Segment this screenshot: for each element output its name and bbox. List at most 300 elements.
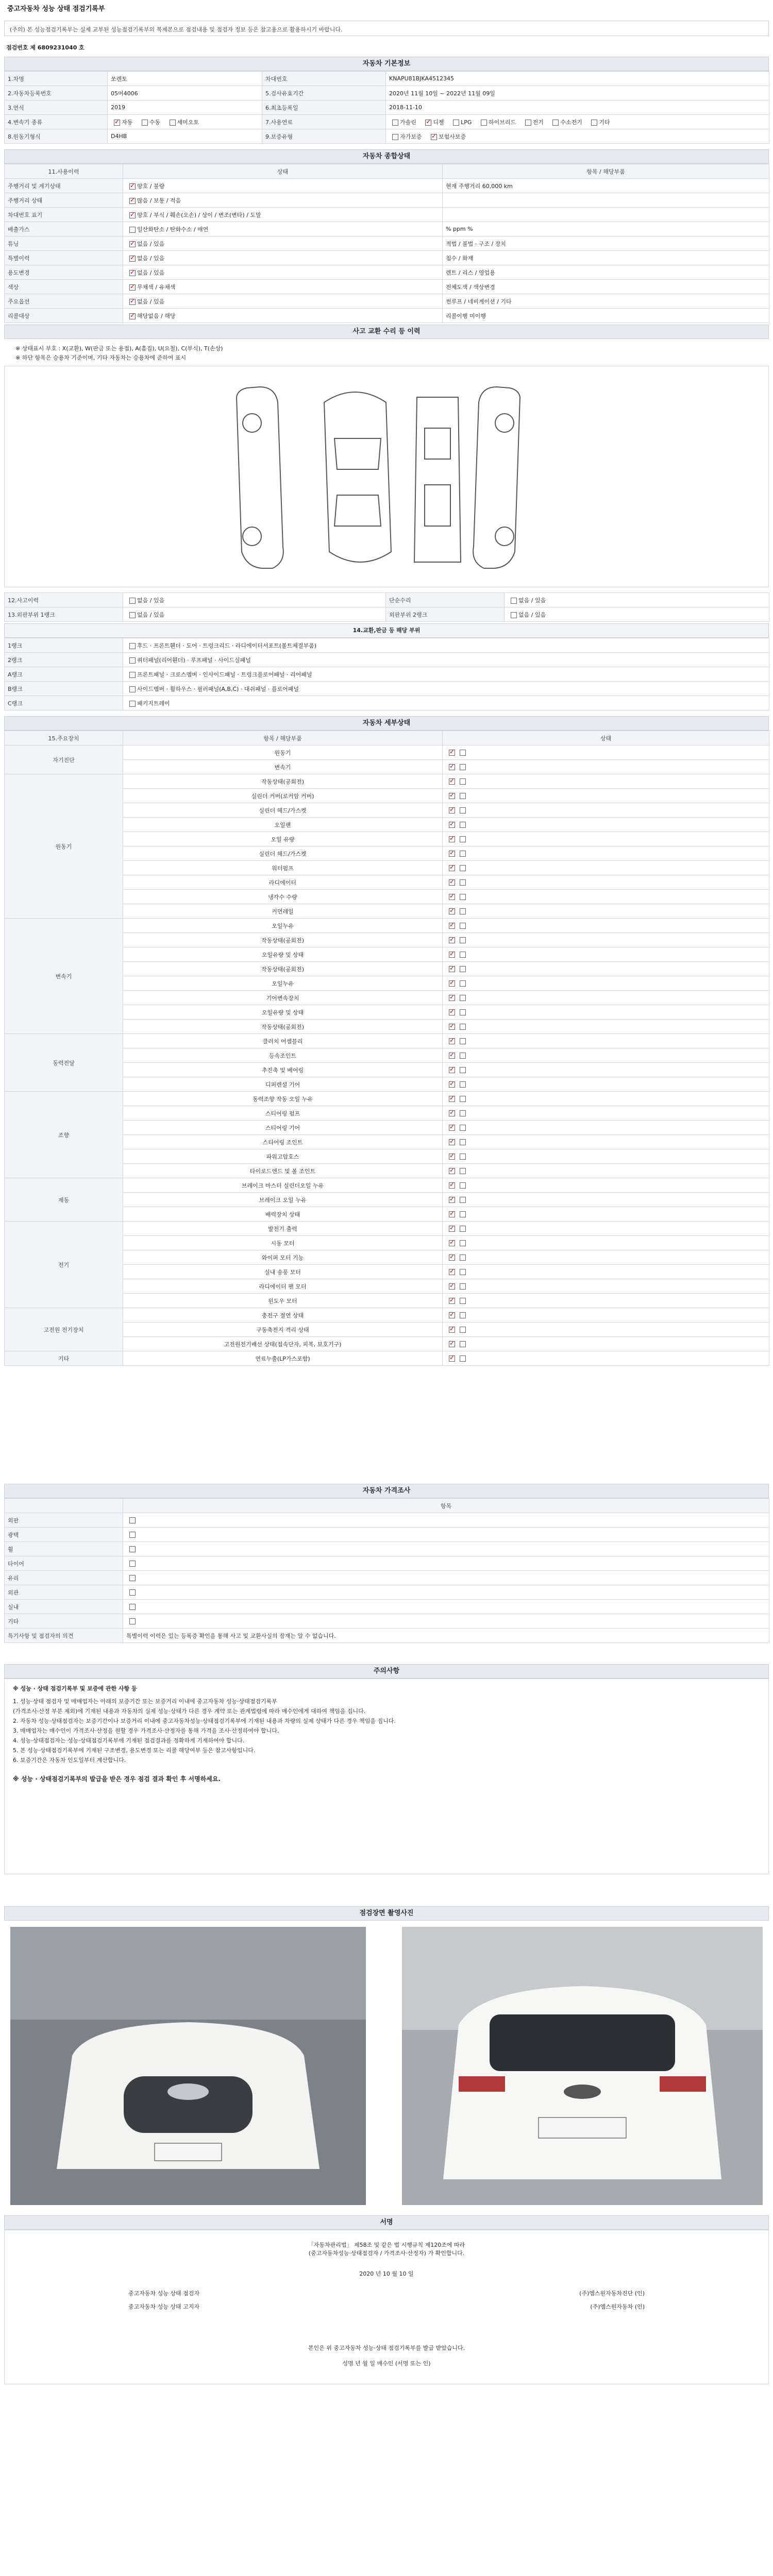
group-label: 제동	[5, 1178, 123, 1222]
group-label: 자기진단	[5, 745, 123, 774]
state-cell	[443, 1135, 769, 1149]
accident-table	[4, 592, 769, 622]
checkbox-icon[interactable]	[449, 1182, 455, 1189]
table-header: 11.사용이력 상태 항목 / 해당부품	[5, 164, 769, 179]
checkbox-icon[interactable]	[129, 1546, 136, 1552]
item-label: 충전구 절연 상태	[123, 1308, 443, 1323]
group-label: 동력전달	[5, 1034, 123, 1092]
checkbox-icon[interactable]	[449, 1197, 455, 1203]
cell	[108, 115, 262, 129]
state-cell	[443, 933, 769, 947]
group-label: 전기	[5, 1222, 123, 1308]
checkbox-icon[interactable]	[481, 120, 487, 126]
checkbox-icon[interactable]	[460, 1269, 466, 1275]
table-row: 주요옵션 ✓ 없음 / 있음 썬루프 / 네비게이션 / 기타	[5, 294, 769, 309]
section-detail: 자동차 세부상태	[4, 716, 769, 731]
state-cell	[443, 1034, 769, 1048]
item-label: 오일팬	[123, 818, 443, 832]
cell: 쏘렌토	[108, 72, 262, 86]
item-label: 스티어링 조인트	[123, 1135, 443, 1149]
state-cell	[443, 832, 769, 846]
cert-number-label: 점검번호 제	[6, 44, 36, 51]
checkbox-icon[interactable]	[449, 793, 455, 799]
checkbox-icon[interactable]	[591, 120, 597, 126]
state-cell	[443, 1323, 769, 1337]
item-label: 라디에이터	[123, 875, 443, 890]
checkbox-icon[interactable]	[460, 1211, 466, 1217]
checkbox-icon[interactable]	[460, 966, 466, 972]
checkbox-icon[interactable]	[129, 256, 136, 262]
cell: 7.사용연료	[262, 115, 386, 129]
item-label: 브레이크 오일 누유	[123, 1193, 443, 1207]
checkbox-icon[interactable]	[449, 750, 455, 756]
checkbox-icon[interactable]	[449, 1154, 455, 1160]
state-cell	[443, 875, 769, 890]
checkbox-icon[interactable]	[449, 1139, 455, 1145]
state-cell	[443, 1178, 769, 1193]
frame-parts-table	[4, 638, 769, 710]
state-cell	[443, 947, 769, 962]
checkbox-icon[interactable]	[460, 995, 466, 1001]
state-cell	[443, 904, 769, 919]
checkbox-icon[interactable]	[460, 879, 466, 886]
checkbox-icon[interactable]	[449, 807, 455, 814]
cell: 차대번호	[262, 72, 386, 86]
cell: 2019	[108, 100, 262, 115]
cell: 8.원동기형식	[5, 129, 108, 144]
cell: 05머4006	[108, 86, 262, 100]
state-cell	[443, 991, 769, 1005]
checkbox-icon[interactable]	[449, 1283, 455, 1290]
checkbox-icon[interactable]	[449, 764, 455, 770]
car-diagram-panel	[4, 366, 769, 587]
state-cell	[443, 1048, 769, 1063]
state-cell	[443, 919, 769, 933]
table-row: A랭크 프론트패널 · 크로스멤버 · 인사이드패널 · 트렁크플로어패널 · 리어패널	[5, 667, 769, 682]
option: ✓ 자동	[111, 118, 132, 126]
item-label: 등속조인트	[123, 1048, 443, 1063]
cell: 2018-11-10	[386, 100, 769, 115]
car-diagram-icon	[5, 366, 769, 588]
checkbox-icon[interactable]	[460, 1341, 466, 1347]
cell: 4.변속기 종류	[5, 115, 108, 129]
checkbox-icon[interactable]	[460, 952, 466, 958]
table-row	[5, 1092, 769, 1106]
item-label: 시동 모터	[123, 1236, 443, 1250]
section-basic: 자동차 기본정보	[4, 57, 769, 71]
table-row	[5, 1308, 769, 1323]
table-row: 외판	[5, 1513, 769, 1528]
item-label: 추진축 및 베어링	[123, 1063, 443, 1077]
item-label: 고전원전기배선 상태(접속단자, 피복, 보호기구)	[123, 1337, 443, 1351]
checkbox-icon[interactable]	[449, 1240, 455, 1246]
checkbox-icon[interactable]	[449, 1110, 455, 1116]
item-label: 실린더 헤드/가스켓	[123, 803, 443, 818]
checkbox-icon[interactable]	[449, 1327, 455, 1333]
table-row	[5, 72, 769, 86]
state-cell	[443, 1279, 769, 1294]
item-label: 오일 유량	[123, 832, 443, 846]
table-row	[5, 115, 769, 129]
checkbox-icon[interactable]	[460, 1081, 466, 1088]
checkbox-icon[interactable]	[449, 836, 455, 842]
checkbox-icon[interactable]	[460, 980, 466, 987]
group-label: 기타	[5, 1351, 123, 1366]
price-table	[4, 1498, 769, 1643]
table-row: 주행거리 및 계기상태 ✓ 양호 / 불량 현재 주행거리 60,000 km	[5, 179, 769, 193]
checkbox-icon[interactable]	[449, 966, 455, 972]
state-cell	[443, 1250, 769, 1265]
checkbox-icon[interactable]	[449, 1168, 455, 1174]
item-label: 워터펌프	[123, 861, 443, 875]
table-row	[5, 129, 769, 144]
item-label: 타이로드엔드 및 볼 조인트	[123, 1164, 443, 1178]
checkbox-icon[interactable]	[129, 1532, 136, 1538]
checkbox-icon[interactable]	[460, 894, 466, 900]
item-label: 연료누출(LP가스포함)	[123, 1351, 443, 1366]
checkbox-icon[interactable]	[129, 1561, 136, 1567]
checkbox-icon[interactable]	[460, 1125, 466, 1131]
item-label: 실린더 커버(로커암 커버)	[123, 789, 443, 803]
state-cell	[443, 1020, 769, 1034]
cell: 자가보증 ✓ 보험사보증	[386, 129, 769, 144]
checkbox-icon[interactable]	[449, 1009, 455, 1015]
checkbox-icon[interactable]	[449, 937, 455, 943]
checkbox-icon[interactable]	[392, 134, 398, 140]
cell: 6.최초등록일	[262, 100, 386, 115]
checkbox-icon[interactable]	[552, 120, 559, 126]
checkbox-icon[interactable]	[460, 1067, 466, 1073]
checkbox-icon[interactable]	[431, 134, 437, 140]
checkbox-icon[interactable]	[453, 120, 459, 126]
state-cell	[443, 818, 769, 832]
state-cell	[443, 1164, 769, 1178]
frame-parts-title: 14.교환,판금 등 해당 부위	[4, 623, 769, 638]
table-row: 1랭크 후드 · 프론트휀더 · 도어 · 트렁크리드 · 라디에이터서포트(볼트체결부품)	[5, 638, 769, 653]
state-cell	[443, 1294, 769, 1308]
checkbox-icon[interactable]	[449, 1341, 455, 1347]
checkbox-icon[interactable]	[460, 1283, 466, 1290]
checkbox-icon[interactable]	[449, 1355, 455, 1362]
table-header: 15.주요장치 항목 / 해당부품 상태	[5, 731, 769, 745]
checkbox-icon[interactable]	[425, 120, 431, 126]
table-row: 12.사고이력 없음 / 있음 단순수리 없음 / 있음	[5, 593, 769, 607]
section-caution: 주의사항	[4, 1664, 769, 1679]
checkbox-icon[interactable]	[460, 923, 466, 929]
checkbox-icon[interactable]	[449, 1081, 455, 1088]
checkbox-icon[interactable]	[449, 851, 455, 857]
cell: 9.보증유형	[262, 129, 386, 144]
checkbox-icon[interactable]	[129, 657, 136, 664]
checkbox-icon[interactable]	[449, 1211, 455, 1217]
table-row: 특별이력 ✓ 없음 / 있음 침수 / 화재	[5, 251, 769, 265]
checkbox-icon[interactable]	[129, 299, 136, 305]
checkbox-icon[interactable]	[460, 807, 466, 814]
checkbox-icon[interactable]	[449, 980, 455, 987]
checkbox-icon[interactable]	[170, 120, 176, 126]
state-cell	[443, 890, 769, 904]
table-row: 특기사항 및 점검자의 의견 특별이력 이력은 있는 등록증 확인을 통해 사고 및 교환사실의 잠재는 알 수 없습니다.	[5, 1629, 769, 1643]
checkbox-icon[interactable]	[460, 908, 466, 914]
checkbox-icon[interactable]	[129, 643, 136, 649]
table-row: 차대번호 표기 ✓ 양호 / 부식 / 훼손(오손) / 상이 / 변조(변타) / 도말	[5, 208, 769, 222]
item-label: 발전기 출력	[123, 1222, 443, 1236]
checkbox-icon[interactable]	[460, 937, 466, 943]
checkbox-icon[interactable]	[449, 1067, 455, 1073]
item-label: 기어변속장치	[123, 991, 443, 1005]
table-row: B랭크 사이드멤버 · 휠하우스 · 필러패널(A,B,C) · 대쉬패널 · 플로어패널	[5, 682, 769, 696]
cell: KNAPU81BJKA4512345	[386, 72, 769, 86]
checkbox-icon[interactable]	[460, 793, 466, 799]
accident-legend-2: ※ 하단 항목은 승용차 기준이며, 기타 자동차는 승용차에 준하여 표시	[15, 354, 187, 361]
state-cell	[443, 1005, 769, 1020]
state-cell	[443, 1106, 769, 1121]
table-row	[5, 919, 769, 933]
item-label: 냉각수 수량	[123, 890, 443, 904]
checkbox-icon[interactable]	[449, 1125, 455, 1131]
table-row	[5, 1178, 769, 1193]
checkbox-icon[interactable]	[460, 1168, 466, 1174]
table-row: C랭크 패키지트레이	[5, 696, 769, 710]
table-header: 항목	[5, 1499, 769, 1513]
checkbox-icon[interactable]	[460, 1240, 466, 1246]
detail-table	[4, 731, 769, 1366]
state-cell	[443, 1063, 769, 1077]
checkbox-icon[interactable]	[449, 1255, 455, 1261]
table-row: 배출가스 일산화탄소 / 탄화수소 / 매연 % ppm %	[5, 222, 769, 236]
notice-box: (주의) 본 성능점검기록부는 실제 교부된 성능점검기록부의 복제본으로 점검내용 및 점검자 정보 등은 참고용으로 활용하시기 바랍니다.	[4, 21, 769, 36]
overall-table	[4, 164, 769, 323]
checkbox-icon[interactable]	[449, 1298, 455, 1304]
item-label: 클러치 어셈블리	[123, 1034, 443, 1048]
checkbox-icon[interactable]	[460, 1182, 466, 1189]
option: 수동	[139, 118, 160, 126]
checkbox-icon[interactable]	[511, 612, 517, 618]
car-front-photo-icon	[10, 1927, 366, 2205]
checkbox-icon[interactable]	[460, 1038, 466, 1044]
checkbox-icon[interactable]	[129, 212, 136, 218]
state-cell	[443, 1077, 769, 1092]
state-cell	[443, 789, 769, 803]
checkbox-icon[interactable]	[449, 1024, 455, 1030]
item-label: 오일유량 및 상태	[123, 947, 443, 962]
cell: 가솔린 ✓ 디젤 LPG 하이브리드 전기 수소전기 기타	[386, 115, 769, 129]
state-cell	[443, 1193, 769, 1207]
state-cell	[443, 976, 769, 991]
checkbox-icon[interactable]	[460, 1139, 466, 1145]
checkbox-icon[interactable]	[129, 270, 136, 276]
table-row: 타이어	[5, 1556, 769, 1571]
group-label: 고전원 전기장치	[5, 1308, 123, 1351]
checkbox-icon[interactable]	[460, 764, 466, 770]
item-label: 와이퍼 모터 기능	[123, 1250, 443, 1265]
checkbox-icon[interactable]	[449, 1312, 455, 1318]
checkbox-icon[interactable]	[129, 1618, 136, 1624]
state-cell	[443, 1236, 769, 1250]
group-label: 조향	[5, 1092, 123, 1178]
checkbox-icon[interactable]	[449, 995, 455, 1001]
checkbox-icon[interactable]	[449, 822, 455, 828]
section-overall: 자동차 종합상태	[4, 149, 769, 164]
table-row	[5, 1034, 769, 1048]
cell: 2020년 11월 10일 ~ 2022년 11월 09일	[386, 86, 769, 100]
checkbox-icon[interactable]	[449, 1096, 455, 1102]
checkbox-icon[interactable]	[460, 1355, 466, 1362]
table-row: 실내	[5, 1600, 769, 1614]
photo-front	[10, 1927, 366, 2205]
checkbox-icon[interactable]	[460, 1154, 466, 1160]
state-cell	[443, 846, 769, 861]
table-row: 2랭크 쿼터패널(리어휀더) · 루프패널 · 사이드실패널	[5, 653, 769, 667]
state-cell	[443, 1092, 769, 1106]
section-sign: 서명	[4, 2215, 769, 2230]
checkbox-icon[interactable]	[460, 1255, 466, 1261]
top-bar	[0, 0, 773, 11]
checkbox-icon[interactable]	[449, 1053, 455, 1059]
checkbox-icon[interactable]	[449, 879, 455, 886]
checkbox-icon[interactable]	[460, 836, 466, 842]
checkbox-icon[interactable]	[460, 1197, 466, 1203]
state-cell	[443, 1149, 769, 1164]
checkbox-icon[interactable]	[129, 241, 136, 247]
checkbox-icon[interactable]	[460, 1053, 466, 1059]
table-row: 광택	[5, 1528, 769, 1542]
item-label: 변속기	[123, 760, 443, 774]
item-label: 오일누유	[123, 976, 443, 991]
checkbox-icon[interactable]	[449, 778, 455, 785]
group-label: 변속기	[5, 919, 123, 1034]
checkbox-icon[interactable]	[449, 1226, 455, 1232]
item-label: 오일유량 및 상태	[123, 1005, 443, 1020]
item-label: 작동상태(공회전)	[123, 774, 443, 789]
checkbox-icon[interactable]	[460, 778, 466, 785]
state-cell	[443, 861, 769, 875]
item-label: 작동상태(공회전)	[123, 962, 443, 976]
checkbox-icon[interactable]	[460, 1024, 466, 1030]
table-row	[5, 774, 769, 789]
checkbox-icon[interactable]	[129, 284, 136, 291]
table-row	[5, 100, 769, 115]
item-label: 라디에이터 팬 모터	[123, 1279, 443, 1294]
item-label: 원동기	[123, 745, 443, 760]
checkbox-icon[interactable]	[460, 1312, 466, 1318]
table-row: 휠	[5, 1542, 769, 1556]
checkbox-icon[interactable]	[129, 598, 136, 604]
state-cell	[443, 1308, 769, 1323]
table-row: 용도변경 ✓ 없음 / 있음 렌트 / 리스 / 영업용	[5, 265, 769, 280]
checkbox-icon[interactable]	[460, 1226, 466, 1232]
checkbox-icon[interactable]	[460, 1298, 466, 1304]
cell: 1.차명	[5, 72, 108, 86]
checkbox-icon[interactable]	[525, 120, 531, 126]
photo-rear	[402, 1927, 763, 2205]
item-label: 커먼레일	[123, 904, 443, 919]
checkbox-icon[interactable]	[460, 822, 466, 828]
basic-table	[4, 71, 769, 144]
table-row	[5, 1351, 769, 1366]
car-rear-photo-icon	[402, 1927, 763, 2205]
table-row: 주행거리 상태 ✓ 많음 / 보통 / 적음	[5, 193, 769, 208]
checkbox-icon[interactable]	[129, 1517, 136, 1523]
table-row: 기타	[5, 1614, 769, 1629]
table-row	[5, 86, 769, 100]
checkbox-icon[interactable]	[129, 1589, 136, 1596]
state-cell	[443, 1337, 769, 1351]
state-cell	[443, 1222, 769, 1236]
state-cell	[443, 1207, 769, 1222]
table-row: 색상 ✓ 무채색 / 유채색 전체도색 / 색상변경	[5, 280, 769, 294]
item-label: 작동상태(공회전)	[123, 933, 443, 947]
item-label: 스티어링 기어	[123, 1121, 443, 1135]
checkbox-icon[interactable]	[449, 1269, 455, 1275]
item-label: 구동축전지 격리 상태	[123, 1323, 443, 1337]
item-label: 파워고압호스	[123, 1149, 443, 1164]
table-row: 외관	[5, 1585, 769, 1600]
state-cell	[443, 1121, 769, 1135]
checkbox-icon[interactable]	[129, 686, 136, 692]
table-row: 튜닝 ✓ 없음 / 있음 적법 / 불법 · 구조 / 장치	[5, 236, 769, 251]
checkbox-icon[interactable]	[114, 120, 120, 126]
checkbox-icon[interactable]	[129, 672, 136, 678]
checkbox-icon[interactable]	[449, 894, 455, 900]
checkbox-icon[interactable]	[449, 952, 455, 958]
checkbox-icon[interactable]	[129, 227, 136, 233]
checkbox-icon[interactable]	[129, 313, 136, 319]
item-label: 브레이크 마스터 실린더오일 누유	[123, 1178, 443, 1193]
checkbox-icon[interactable]	[460, 1110, 466, 1116]
cell: 2.자동차등록번호	[5, 86, 108, 100]
state-cell	[443, 1265, 769, 1279]
checkbox-icon[interactable]	[449, 1038, 455, 1044]
section-accident: 사고 교환 수리 등 이력	[4, 325, 769, 339]
item-label: 스티어링 펌프	[123, 1106, 443, 1121]
item-label: 오일누유	[123, 919, 443, 933]
item-label: 동력조향 작동 오일 누유	[123, 1092, 443, 1106]
state-cell	[443, 760, 769, 774]
checkbox-icon[interactable]	[129, 1604, 136, 1610]
checkbox-icon[interactable]	[129, 183, 136, 190]
checkbox-icon[interactable]	[392, 120, 398, 126]
checkbox-icon[interactable]	[449, 923, 455, 929]
accident-legend: ※ 상태표시 부호 : X(교환), W(판금 또는 용접), A(흠집), U(요철), C(부식), T(손상)	[15, 345, 223, 352]
checkbox-icon[interactable]	[460, 851, 466, 857]
table-row: 13.외판부위 1랭크 없음 / 있음 외판부위 2랭크 없음 / 있음	[5, 607, 769, 622]
cert-number	[6, 43, 85, 52]
cell: 3.연식	[5, 100, 108, 115]
checkbox-icon[interactable]	[129, 1575, 136, 1581]
cell: D4HB	[108, 129, 262, 144]
checkbox-icon[interactable]	[449, 865, 455, 871]
checkbox-icon[interactable]	[449, 908, 455, 914]
checkbox-icon[interactable]	[460, 865, 466, 871]
checkbox-icon[interactable]	[129, 612, 136, 618]
item-label: 실내 송풍 모터	[123, 1265, 443, 1279]
checkbox-icon[interactable]	[511, 598, 517, 604]
checkbox-icon[interactable]	[129, 198, 136, 204]
caution-box: ※ 성능 · 상태 점검기록부 및 보증에 관한 사항 등 1. 성능·상태 점검자 및 매매업자는 아래의 보증기간 또는 보증거리 이내에 중고자동차 성능·상태점검기록부 (가격조사·산정 부분 제외)에 기재된 내용과 자동차의 실제 성능·상태가 다른 경우 계약 또는 관계법령에 따라 매수인에게 대하여 책임을 집니다. 2. 자동차 성능·상태점검자는 보증기간이나 보증거리 이내에 중고자동차성능·상태점검기록부에 기재된 내용과 차량의 실제 상태가 다른 경우 책임을 집니다. 3. 매매업자는 매수인이 가격조사·산정을 원할 경우 가격조사·산정자를 통해 가격을 조사·산정하여야 합니다. 4. 성능·상태점검자는 성능·상태점검기록부에 기재된 점검결과를 정확하게 기재하여야 합니다. 5. 본 성능·상태점검기록부에 기재된 구조변경, 용도변경 또는 리콜 해당여부 등은 참고사항입니다. 6. 보증기간은 자동차 인도일부터 계산합니다. ※ 성능 · 상태점검기록부의 발급을 받은 경우 점검 결과 확인 후 서명하세요.	[4, 1679, 769, 1874]
checkbox-icon[interactable]	[460, 1096, 466, 1102]
checkbox-icon[interactable]	[142, 120, 148, 126]
checkbox-icon[interactable]	[460, 750, 466, 756]
checkbox-icon[interactable]	[129, 701, 136, 707]
document-title: 중고자동차 성능 상태 점검기록부	[7, 5, 105, 13]
state-cell	[443, 803, 769, 818]
section-photo: 점검장면 촬영사진	[4, 1906, 769, 1921]
section-price: 자동차 가격조사	[4, 1484, 769, 1498]
checkbox-icon[interactable]	[460, 1009, 466, 1015]
cell: 5.검사유효기간	[262, 86, 386, 100]
checkbox-icon[interactable]	[460, 1327, 466, 1333]
